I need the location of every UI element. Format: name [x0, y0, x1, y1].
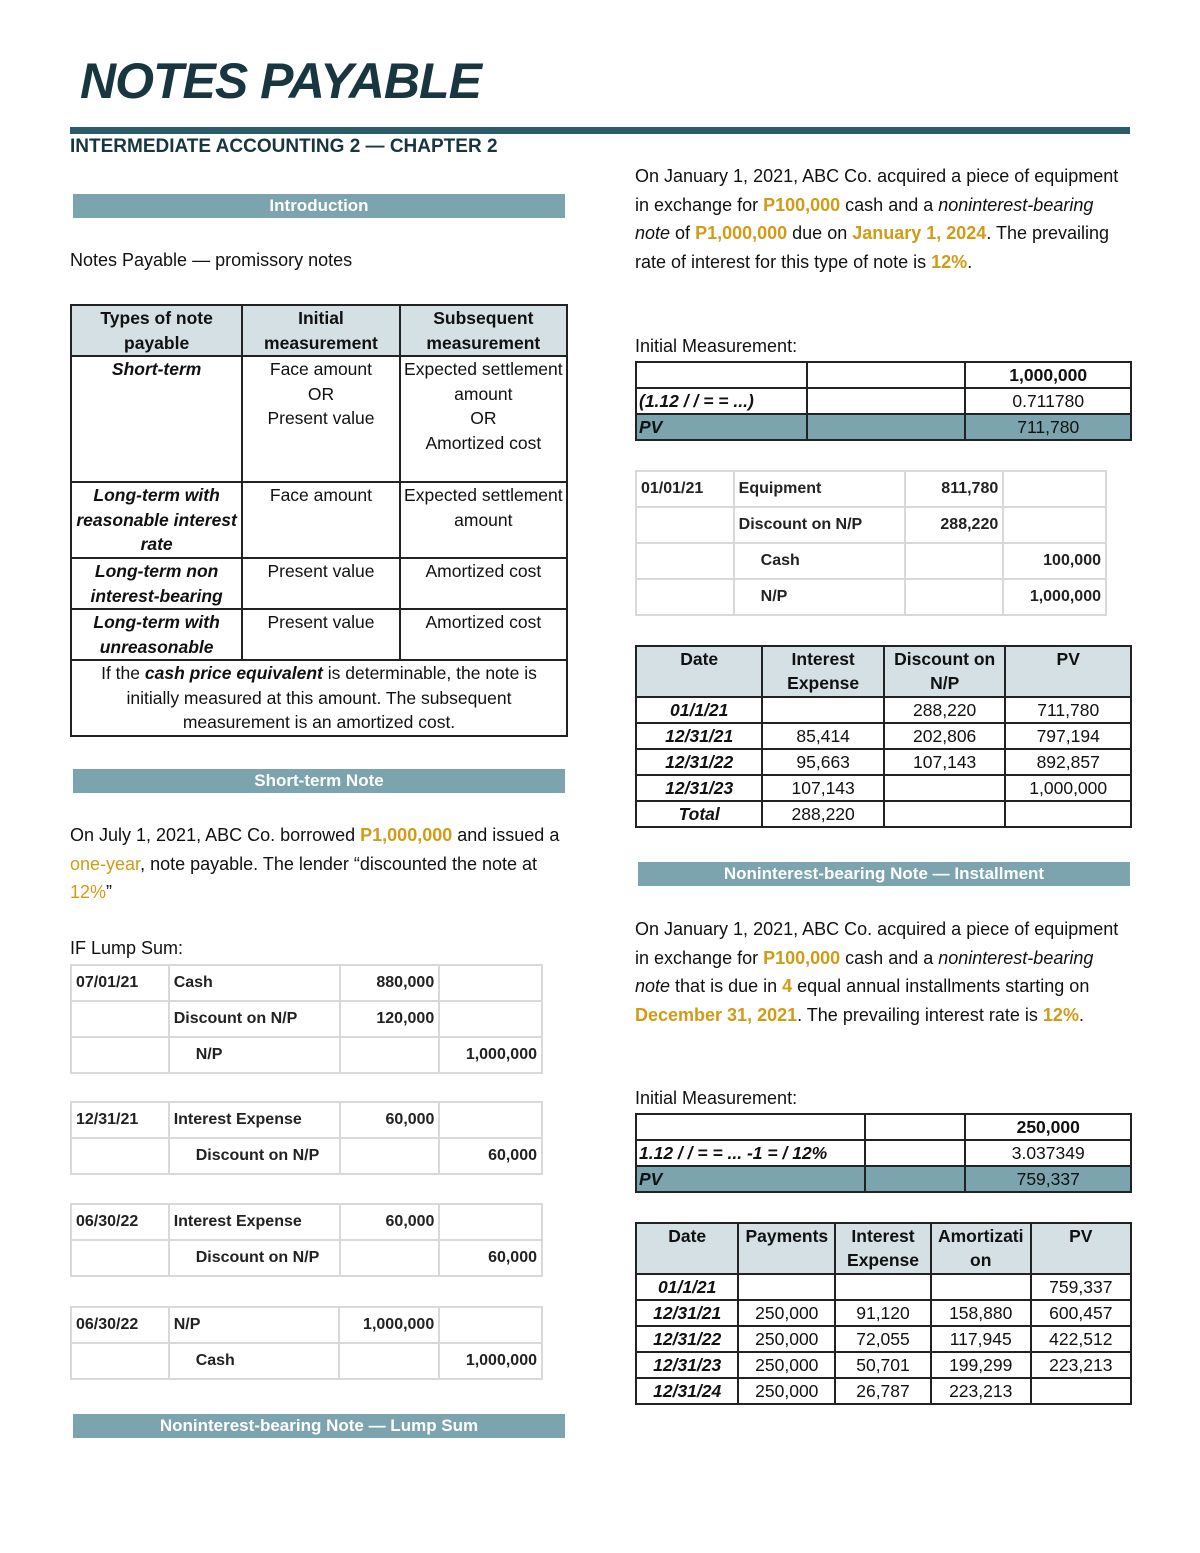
je-debit — [905, 579, 1004, 615]
je-debit — [340, 1037, 440, 1073]
je-account: Discount on N/P — [734, 507, 905, 543]
je-debit: 880,000 — [340, 965, 440, 1001]
initial-measurement-label: Initial Measurement: — [635, 1088, 798, 1108]
je-credit: 60,000 — [439, 1240, 542, 1276]
pv-cell: 1.12 / / = = ... -1 = / 12% — [636, 1140, 865, 1166]
table-header: Payments — [738, 1223, 835, 1274]
je-account: Equipment — [734, 471, 905, 507]
table-cell: Short-term — [71, 356, 242, 482]
table-row — [636, 775, 1131, 801]
table-row — [636, 1300, 1131, 1326]
je-account: Discount on N/P — [169, 1001, 340, 1037]
table-header: Subsequent measurement — [400, 305, 567, 356]
table-header: Types of note payable — [71, 305, 242, 356]
table-row — [636, 749, 1131, 775]
je-credit — [439, 1307, 542, 1343]
text: , note payable. The lender “discounted the note at — [140, 853, 538, 874]
due-highlight: January 1, 2024 — [852, 223, 987, 243]
table-cell: 107,143 — [762, 775, 884, 801]
table-header: Date — [636, 1223, 738, 1274]
lump-sum-paragraph — [635, 162, 1133, 276]
je-debit: 1,000,000 — [339, 1307, 439, 1343]
table-cell: 91,120 — [835, 1300, 931, 1326]
table-cell: 202,806 — [884, 723, 1006, 749]
page-subtitle: INTERMEDIATE ACCOUNTING 2 — CHAPTER 2 — [70, 136, 498, 157]
pv-cell — [865, 1140, 965, 1166]
table-cell: 117,945 — [931, 1326, 1031, 1352]
journal-entry-table — [70, 1306, 543, 1380]
je-credit — [439, 1204, 542, 1240]
table-cell: 250,000 — [738, 1326, 835, 1352]
je-date — [71, 1138, 169, 1174]
table-cell: 85,414 — [762, 723, 884, 749]
pv-cell — [636, 1114, 865, 1140]
table-cell: 01/1/21 — [636, 697, 762, 723]
je-debit: 60,000 — [340, 1102, 440, 1138]
table-cell: Total — [636, 801, 762, 827]
je-account: Discount on N/P — [169, 1240, 340, 1276]
je-date: 07/01/21 — [71, 965, 169, 1001]
je-debit — [905, 543, 1004, 579]
table-cell — [1031, 1378, 1131, 1404]
pv-cell — [865, 1166, 965, 1192]
start-highlight: December 31, 2021 — [635, 1004, 798, 1025]
text: due on — [787, 223, 853, 243]
text: ” — [106, 882, 113, 902]
table-cell: 600,457 — [1031, 1300, 1131, 1326]
table-cell: Face amount — [242, 482, 399, 558]
table-header: Interest Expense — [835, 1223, 931, 1274]
table-cell: 223,213 — [931, 1378, 1031, 1404]
title-rule — [70, 127, 1130, 134]
term-highlight: one-year — [70, 853, 141, 874]
journal-entry-table — [70, 1101, 543, 1175]
cash-highlight: P100,000 — [763, 194, 841, 215]
table-cell: 12/31/23 — [636, 1352, 738, 1378]
table-cell — [884, 801, 1006, 827]
pv-cell: 759,337 — [965, 1166, 1131, 1192]
table-note — [71, 660, 567, 736]
text: . The prevailing interest rate is — [797, 1004, 1043, 1025]
table-cell: 26,787 — [835, 1378, 931, 1404]
rate-highlight: 12% — [1042, 1004, 1079, 1025]
pv-cell: 250,000 — [965, 1114, 1131, 1140]
je-date — [636, 507, 734, 543]
table-cell: 12/31/24 — [636, 1378, 738, 1404]
table-cell — [931, 1274, 1031, 1300]
table-cell: 199,299 — [931, 1352, 1031, 1378]
je-account: Interest Expense — [169, 1102, 340, 1138]
je-date: 06/30/22 — [71, 1307, 169, 1343]
pv-cell: (1.12 / / = = ...) — [636, 388, 807, 414]
table-cell: 250,000 — [738, 1378, 835, 1404]
table-cell: Long-term with unreasonable — [71, 609, 242, 660]
je-debit — [340, 1240, 440, 1276]
table-header: PV — [1005, 646, 1131, 697]
note-term: noninterest-bearing note — [635, 194, 1094, 243]
je-date — [71, 1343, 169, 1379]
installment-amortization-table — [635, 1222, 1132, 1405]
je-credit — [439, 1001, 542, 1037]
pv-computation-table — [635, 1113, 1132, 1193]
short-term-paragraph — [70, 821, 570, 907]
amount-highlight: P1,000,000 — [360, 825, 453, 845]
lump-sum-label: IF Lump Sum: — [70, 938, 184, 958]
pv-cell: 711,780 — [965, 414, 1131, 440]
je-account: N/P — [169, 1037, 340, 1073]
table-cell: 250,000 — [738, 1352, 835, 1378]
table-row — [636, 1378, 1131, 1404]
journal-entry-table — [70, 1203, 543, 1277]
table-header: Initial measurement — [242, 305, 399, 356]
je-account: Discount on N/P — [169, 1138, 340, 1174]
je-credit: 1,000,000 — [439, 1037, 542, 1073]
table-cell — [400, 356, 567, 482]
table-cell: 711,780 — [1005, 697, 1131, 723]
section-band-short-term: Short-term Note — [73, 769, 565, 793]
count-highlight: 4 — [782, 976, 793, 996]
text: On January 1, 2021, ABC Co. acquired a piece of equipment in exchange for — [635, 166, 1119, 215]
table-cell: 12/31/21 — [636, 1300, 738, 1326]
pv-cell — [807, 388, 965, 414]
amount-highlight: P1,000,000 — [695, 223, 788, 243]
table-cell: 01/1/21 — [636, 1274, 738, 1300]
pv-cell — [865, 1114, 965, 1140]
table-cell: 50,701 — [835, 1352, 931, 1378]
pv-cell: 1,000,000 — [965, 362, 1131, 388]
page-title: NOTES PAYABLE — [80, 53, 481, 109]
je-debit — [340, 1138, 440, 1174]
intro-text: Notes Payable — promissory notes — [70, 250, 353, 270]
section-band-lump-sum: Noninterest-bearing Note — Lump Sum — [73, 1414, 565, 1438]
cash-highlight: P100,000 — [763, 947, 841, 968]
cell-text: Face amount OR Present value — [267, 359, 375, 428]
je-credit — [439, 1102, 542, 1138]
je-debit — [339, 1343, 439, 1379]
text: equal annual installments starting on — [792, 976, 1090, 996]
table-cell: Expected settlement amount — [400, 482, 567, 558]
table-cell: 250,000 — [738, 1300, 835, 1326]
je-date: 01/01/21 — [636, 471, 734, 507]
table-cell: Long-term non interest-bearing — [71, 558, 242, 609]
text: and issued a — [452, 825, 560, 845]
table-cell: 797,194 — [1005, 723, 1131, 749]
pv-cell: 3.037349 — [965, 1140, 1131, 1166]
section-band-installment: Noninterest-bearing Note — Installment — [638, 862, 1130, 886]
table-cell — [884, 775, 1006, 801]
je-credit: 1,000,000 — [439, 1343, 542, 1379]
je-account: Interest Expense — [169, 1204, 340, 1240]
table-cell — [762, 697, 884, 723]
section-band-introduction: Introduction — [73, 194, 565, 218]
je-credit: 1,000,000 — [1003, 579, 1106, 615]
pv-cell: 0.711780 — [965, 388, 1131, 414]
je-credit — [439, 965, 542, 1001]
je-credit: 100,000 — [1003, 543, 1106, 579]
je-debit: 60,000 — [340, 1204, 440, 1240]
text: On July 1, 2021, ABC Co. borrowed — [70, 825, 361, 845]
text: that is due in — [670, 976, 783, 996]
rate-highlight: 12% — [70, 882, 107, 902]
table-row — [636, 1274, 1131, 1300]
je-account: N/P — [169, 1307, 340, 1343]
pv-cell — [636, 362, 807, 388]
note-types-table — [70, 304, 568, 737]
cell-text: Expected settlement amount OR Amortized cost — [404, 359, 563, 453]
je-debit: 288,220 — [905, 507, 1004, 543]
note-term: noninterest-bearing note — [635, 947, 1094, 996]
table-cell: Amortized cost — [400, 609, 567, 660]
table-row — [636, 697, 1131, 723]
text: . — [1078, 1004, 1084, 1025]
table-header: PV — [1031, 1223, 1131, 1274]
table-header: Interest Expense — [762, 646, 884, 697]
je-credit: 60,000 — [439, 1138, 542, 1174]
table-row — [636, 1326, 1131, 1352]
je-date — [636, 543, 734, 579]
table-cell: 759,337 — [1031, 1274, 1131, 1300]
table-cell: 107,143 — [884, 749, 1006, 775]
table-cell — [835, 1274, 931, 1300]
table-header: Amortizati on — [931, 1223, 1031, 1274]
je-debit: 811,780 — [905, 471, 1004, 507]
table-cell: 422,512 — [1031, 1326, 1131, 1352]
amortization-table — [635, 645, 1132, 828]
table-header: Discount on N/P — [884, 646, 1006, 697]
note-text: is determinable, the note is initially measured at this amount. The subsequent measurement is an amortized cost. — [126, 663, 537, 732]
je-date — [71, 1240, 169, 1276]
table-cell: 288,220 — [884, 697, 1006, 723]
je-credit — [1003, 471, 1106, 507]
je-account: Cash — [169, 1343, 340, 1379]
table-cell: 72,055 — [835, 1326, 931, 1352]
table-cell: Present value — [242, 558, 399, 609]
text: . The prevailing rate of interest for this type of note is — [635, 223, 1110, 272]
table-row — [636, 1352, 1131, 1378]
table-cell: 12/31/23 — [636, 775, 762, 801]
journal-entry-table — [635, 470, 1107, 616]
je-date — [636, 579, 734, 615]
initial-measurement-label: Initial Measurement: — [635, 336, 798, 356]
table-cell: 95,663 — [762, 749, 884, 775]
pv-cell — [807, 362, 965, 388]
je-debit: 120,000 — [340, 1001, 440, 1037]
je-account: N/P — [734, 579, 905, 615]
je-date: 06/30/22 — [71, 1204, 169, 1240]
table-cell: 892,857 — [1005, 749, 1131, 775]
note-text: If the — [101, 663, 145, 683]
table-cell: 223,213 — [1031, 1352, 1131, 1378]
text: of — [670, 223, 696, 243]
pv-cell — [807, 414, 965, 440]
table-cell: 288,220 — [762, 801, 884, 827]
pv-computation-table — [635, 361, 1132, 441]
text: cash and a — [840, 947, 939, 968]
table-row — [636, 801, 1131, 827]
table-cell: Long-term with reasonable interest rate — [71, 482, 242, 558]
journal-entry-table — [70, 964, 543, 1074]
table-cell — [1005, 801, 1131, 827]
table-cell: 12/31/22 — [636, 1326, 738, 1352]
pv-cell: PV — [636, 414, 807, 440]
je-date — [71, 1037, 169, 1073]
installment-paragraph — [635, 915, 1133, 1029]
je-date: 12/31/21 — [71, 1102, 169, 1138]
je-account: Cash — [734, 543, 905, 579]
text: On January 1, 2021, ABC Co. acquired a piece of equipment in exchange for — [635, 919, 1119, 968]
table-cell: Present value — [242, 609, 399, 660]
table-cell: 158,880 — [931, 1300, 1031, 1326]
table-cell — [242, 356, 399, 482]
table-cell: 12/31/22 — [636, 749, 762, 775]
rate-highlight: 12% — [931, 251, 968, 272]
pv-cell: PV — [636, 1166, 865, 1192]
table-cell: 1,000,000 — [1005, 775, 1131, 801]
text: cash and a — [840, 194, 939, 215]
je-date — [71, 1001, 169, 1037]
table-cell — [738, 1274, 835, 1300]
table-row — [636, 723, 1131, 749]
note-emphasis: cash price equivalent — [144, 663, 323, 683]
table-header: Date — [636, 646, 762, 697]
table-cell: 12/31/21 — [636, 723, 762, 749]
table-cell: Amortized cost — [400, 558, 567, 609]
je-account: Cash — [169, 965, 340, 1001]
je-credit — [1003, 507, 1106, 543]
text: . — [967, 251, 973, 272]
